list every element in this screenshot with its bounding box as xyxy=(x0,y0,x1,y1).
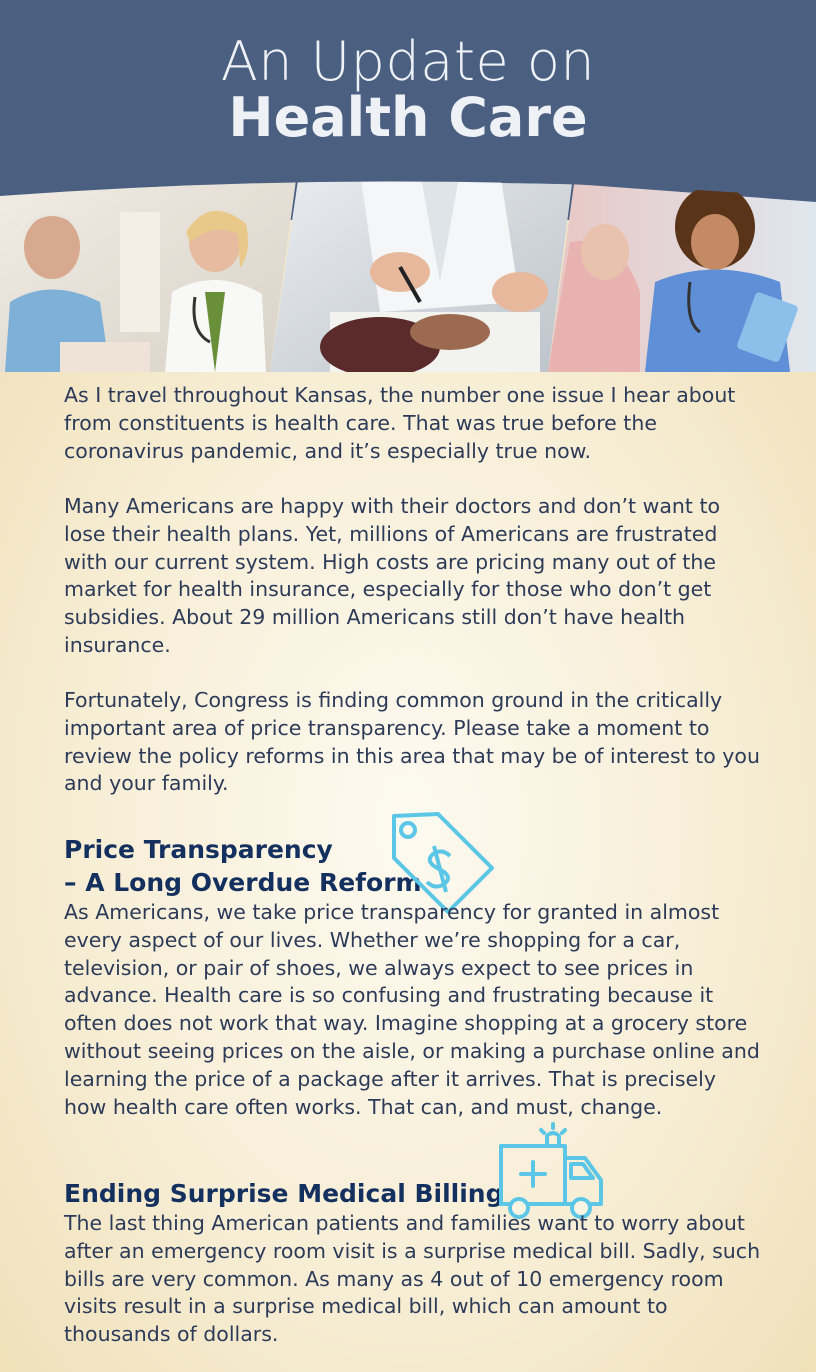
ambulance-icon xyxy=(495,1122,609,1220)
photo-patient-with-doctor xyxy=(0,180,296,372)
intro-paragraph-1: As I travel throughout Kansas, the number one issue I hear about from constituents is health care. That was true before the coronavirus pandemic, and it’s especially true now. xyxy=(64,383,736,463)
section-body-price-transparency: As Americans, we take price transparency for granted in almost every aspect of our lives. Whether we’re shopping for a car, television, or pair of shoes, we always expect to see prices in advance. Health care is so confusing and frustrating because it often does not work that way. Imagine shopping at a grocery store without seeing prices on the aisle, or making a purchase online and learning the price of a package after it arrives. That is precisely how health care often works. That can, and must, change. xyxy=(64,900,760,1119)
photo-strip xyxy=(0,172,816,372)
page-title-line1: An Update on xyxy=(220,30,596,93)
page-title-line2: Health Care xyxy=(228,86,588,149)
photo-doctor-consultation xyxy=(270,172,572,372)
section-heading-price-transparency xyxy=(64,833,422,899)
section-heading-line2: – A Long Overdue Reform xyxy=(64,868,422,897)
section-heading-line1: Price Transparency xyxy=(64,835,333,864)
section-heading-surprise-billing: Ending Surprise Medical Billing xyxy=(64,1179,504,1208)
intro-paragraph-3: Fortunately, Congress is finding common ground in the critically important area of price transparency. Please take a moment to review the policy reforms in this area that may be of interest to you and your family. xyxy=(64,688,760,796)
section-body-surprise-billing: The last thing American patients and families want to worry about after an emergency room visit is a surprise medical bill. Sadly, such bills are very common. As many as 4 out of 10 emergency room visits result in a surprise medical bill, which can amount to thousands of dollars. xyxy=(64,1211,761,1347)
intro-paragraph-2: Many Americans are happy with their doctors and don’t want to lose their health plans. Yet, millions of Americans are frustrated with our current system. High costs are pricing many out of the market for health insurance, especially for those who don’t get subsidies. About 29 million Americans still don’t have health insurance. xyxy=(64,494,721,657)
photo-nurse-with-patient xyxy=(548,184,816,372)
